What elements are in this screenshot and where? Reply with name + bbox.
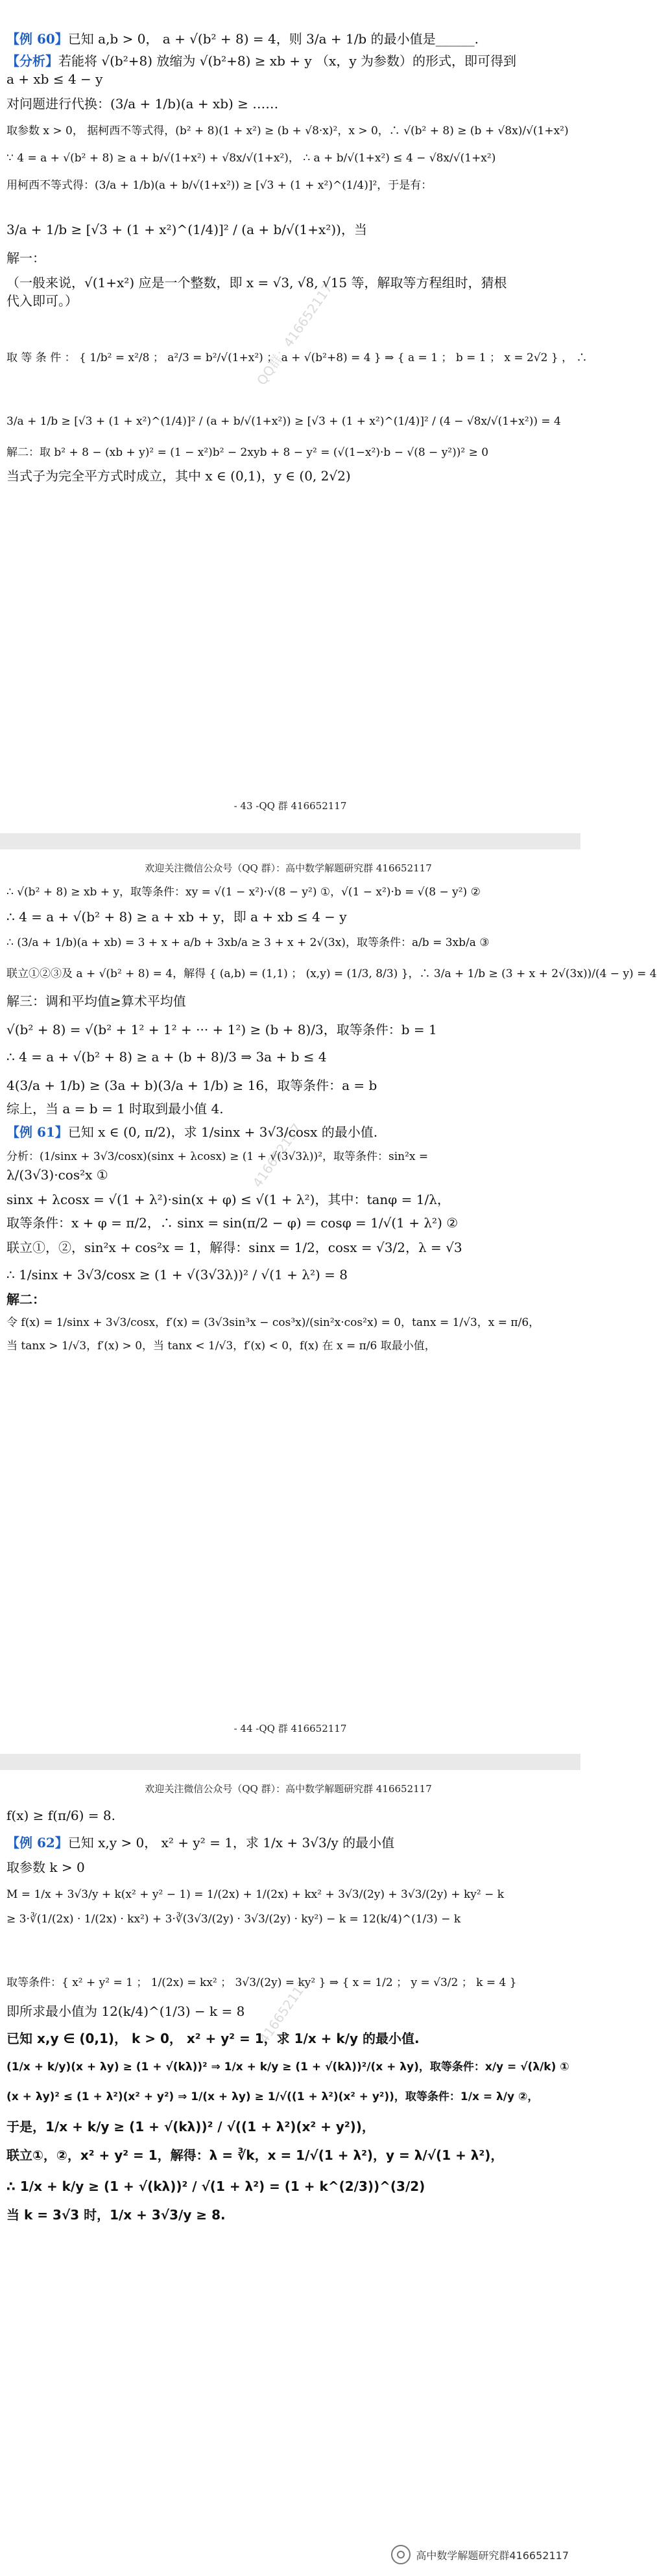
page-body	[6, 30, 588, 485]
content-line: ∵ 4 = a + √(b² + 8) ≥ a + b/√(1+x²) + √8x/√(1+x²)， ∴ a + b/√(1+x²) ≤ 4 − √8x/√(1+x²)	[6, 152, 496, 165]
content-line: ∴ (3/a + 1/b)(a + xb) = 3 + x + a/b + 3xb/a ≥ 3 + x + 2√(3x)，取等条件：a/b = 3xb/a ③	[6, 936, 490, 949]
example-text: 已知 x ∈ (0, π/2)，求 1/sinx + 3√3/cosx 的最小值.	[67, 1124, 378, 1140]
content-line: f(x) ≥ f(π/6) = 8.	[6, 1808, 115, 1823]
content-line: 取参数 k > 0	[6, 1860, 85, 1875]
content-line	[6, 52, 570, 70]
content-line: sinx + λcosx = √(1 + λ²)·sin(x + φ) ≤ √(1 + λ²)，其中：tanφ = 1/λ，	[6, 1192, 450, 1207]
content-line: 3/a + 1/b ≥ [√3 + (1 + x²)^(1/4)]² / (a + b/√(1+x²)) ≥ [√3 + (1 + x²)^(1/4)]² / (4 − √8x/√(1+x²)) = 4	[6, 415, 561, 428]
example-label: 【例 60】	[6, 31, 68, 47]
content-line: 取 等 条 件 ： { 1/b² = x²/8 ； a²/3 = b²/√(1+x²) ； a + √(b²+8) = 4 } ⇒ { a = 1 ； b = 1 ； x = 2√2 } ， ∴	[6, 351, 588, 364]
content-line: 联立①②③及 a + √(b² + 8) = 4，解得 { (a,b) = (1,1) ； (x,y) = (1/3, 8/3) }，∴ 3/a + 1/b ≥ (3 + x + 2√(3x))/(4 − y) = 4	[6, 967, 657, 980]
page-body	[6, 1806, 570, 2224]
page-separator	[0, 1754, 580, 1770]
page-2	[0, 849, 657, 1754]
content-line: 联立①，②，sin²x + cos²x = 1，解得：sinx = 1/2，cosx = √3/2，λ = √3	[6, 1240, 462, 1255]
example-label: 【例 62】	[6, 1835, 68, 1850]
content-line: ∴ √(b² + 8) ≥ xb + y，取等条件：xy = √(1 − x²)·√(8 − y²) ①，√(1 − x²)·b = √(8 − y²) ②	[6, 886, 481, 899]
content-line: ≥ 3·∛(1/(2x) · 1/(2x) · kx²) + 3·∛(3√3/(2y) · 3√3/(2y) · ky²) − k = 12(k/4)^(1/3) − k	[6, 1913, 461, 1926]
page-separator	[0, 833, 580, 849]
page-1	[0, 0, 588, 833]
watermark: 416652117	[256, 1976, 311, 2046]
example-label: 【分析】	[6, 53, 58, 69]
page-header: 欢迎关注微信公众号（QQ 群）：高中数学解题研究群 416652117	[145, 862, 432, 874]
content-line: 已知 x,y ∈ (0,1)， k > 0， x² + y² = 1，求 1/x + k/y 的最小值.	[6, 2031, 420, 2046]
content-line	[6, 1123, 570, 1141]
content-line: 代入即可。）	[6, 293, 78, 309]
content-line: 取等条件：x + φ = π/2，∴ sinx = sin(π/2 − φ) = cosφ = 1/√(1 + λ²) ②	[6, 1215, 459, 1231]
content-line: （一般来说，√(1+x²) 应是一个整数，即 x = √3, √8, √15 等，解取等方程组时，猜根	[6, 275, 507, 290]
content-line: 分析：(1/sinx + 3√3/cosx)(sinx + λcosx) ≥ (1 + √(3√3λ))²，取等条件：sin²x =	[6, 1150, 429, 1163]
page-footer: - 43 -QQ 群 416652117	[233, 800, 347, 812]
page-header: 欢迎关注微信公众号（QQ 群）：高中数学解题研究群 416652117	[145, 1783, 432, 1795]
content-line: 综上，当 a = b = 1 时取到最小值 4.	[6, 1101, 224, 1117]
content-line: ∴ 4 = a + √(b² + 8) ≥ a + xb + y，即 a + xb ≤ 4 − y	[6, 909, 347, 925]
content-line	[6, 1834, 570, 1852]
example-text: 已知 a,b > 0， a + √(b² + 8) = 4，则 3/a + 1/b 的最小值是______.	[67, 31, 479, 47]
content-line: 当 k = 3√3 时，1/x + 3√3/y ≥ 8.	[6, 2207, 226, 2223]
content-line: (1/x + k/y)(x + λy) ≥ (1 + √(kλ))² ⇒ 1/x + k/y ≥ (1 + √(kλ))²/(x + λy)，取等条件：x/y = √(λ/k) ①	[6, 2061, 569, 2074]
content-line: λ/(3√3)·cos²x ①	[6, 1167, 108, 1183]
content-line: 解三：调和平均值≥算术平均值	[6, 993, 186, 1009]
content-line: 取等条件：{ x² + y² = 1 ； 1/(2x) = kx² ； 3√3/(2y) = ky² } ⇒ { x = 1/2 ； y = √3/2 ； k = 4 }	[6, 1976, 517, 1989]
example-text: 若能将 √(b²+8) 放缩为 √(b²+8) ≥ xb + y （x，y 为参数）的形式，即可得到	[58, 53, 516, 69]
content-line: 4(3/a + 1/b) ≥ (3a + b)(3/a + 1/b) ≥ 16，取等条件：a = b	[6, 1078, 377, 1093]
page-3	[0, 1770, 580, 2576]
content-line: 当 tanx > 1/√3，f′(x) > 0，当 tanx < 1/√3，f′(x) < 0，f(x) 在 x = π/6 取最小值，	[6, 1340, 436, 1353]
wechat-logo	[391, 2545, 569, 2564]
content-line: 联立①，②，x² + y² = 1，解得：λ = ∛k，x = 1/√(1 + λ²)，y = λ/√(1 + λ²)，	[6, 2147, 504, 2163]
example-text: 已知 x,y > 0， x² + y² = 1，求 1/x + 3√3/y 的最小值	[67, 1835, 395, 1850]
content-line: 对问题进行代换：(3/a + 1/b)(a + xb) ≥ ……	[6, 96, 279, 112]
content-line	[6, 30, 570, 48]
content-line: 取参数 x > 0， 据柯西不等式得，(b² + 8)(1 + x²) ≥ (b + √8·x)²，x > 0，∴ √(b² + 8) ≥ (b + √8x)/√(1+x²)	[6, 124, 569, 137]
content-line: 解一：	[6, 250, 45, 266]
content-line: √(b² + 8) = √(b² + 1² + 1² + ··· + 1²) ≥ (b + 8)/3，取等条件：b = 1	[6, 1022, 437, 1037]
wechat-icon	[391, 2545, 411, 2564]
example-label: 【例 61】	[6, 1124, 68, 1140]
content-line: 用柯西不等式得：(3/a + 1/b)(a + b/√(1+x²)) ≥ [√3 + (1 + x²)^(1/4)]²，于是有：	[6, 179, 433, 192]
watermark: QQ群：416652117	[254, 280, 336, 388]
content-line: 解二：	[6, 1292, 45, 1307]
content-line: (x + λy)² ≤ (1 + λ²)(x² + y²) ⇒ 1/(x + λy) ≥ 1/√((1 + λ²)(x² + y²))，取等条件：1/x = λ/y ②，	[6, 2090, 539, 2103]
content-line: 3/a + 1/b ≥ [√3 + (1 + x²)^(1/4)]² / (a + b/√(1+x²))，当	[6, 222, 367, 237]
content-line: ∴ 1/sinx + 3√3/cosx ≥ (1 + √(3√3λ))² / √(1 + λ²) = 8	[6, 1267, 348, 1282]
content-line: 即所求最小值为 12(k/4)^(1/3) − k = 8	[6, 2003, 245, 2019]
content-line: 解二：取 b² + 8 − (xb + y)² = (1 − x²)b² − 2xyb + 8 − y² = (√(1−x²)·b − √(8 − y²))² ≥ 0	[6, 446, 489, 459]
watermark: 416652117	[249, 1120, 305, 1190]
page-body	[6, 883, 657, 1355]
logo-text: 高中数学解题研究群416652117	[416, 2549, 569, 2562]
page-header	[6, 0, 570, 30]
content-line: ∴ 4 = a + √(b² + 8) ≥ a + (b + 8)/3 ⇒ 3a + b ≤ 4	[6, 1049, 327, 1065]
content-line: 当式子为完全平方式时成立，其中 x ∈ (0,1)，y ∈ (0, 2√2)	[6, 468, 351, 484]
content-line: ∴ 1/x + k/y ≥ (1 + √(kλ))² / √(1 + λ²) = (1 + k^(2/3))^(3/2)	[6, 2179, 425, 2194]
content-line: 于是，1/x + k/y ≥ (1 + √(kλ))² / √((1 + λ²)(x² + y²))，	[6, 2119, 375, 2134]
content-line: M = 1/x + 3√3/y + k(x² + y² − 1) = 1/(2x) + 1/(2x) + kx² + 3√3/(2y) + 3√3/(2y) + ky² − k	[6, 1888, 505, 1901]
content-line: a + xb ≤ 4 − y	[6, 71, 103, 87]
content-line: 令 f(x) = 1/sinx + 3√3/cosx，f′(x) = (3√3sin³x − cos³x)/(sin²x·cos²x) = 0，tanx = 1/√3，x = π/6，	[6, 1316, 540, 1329]
page-footer: - 44 -QQ 群 416652117	[233, 1723, 347, 1734]
